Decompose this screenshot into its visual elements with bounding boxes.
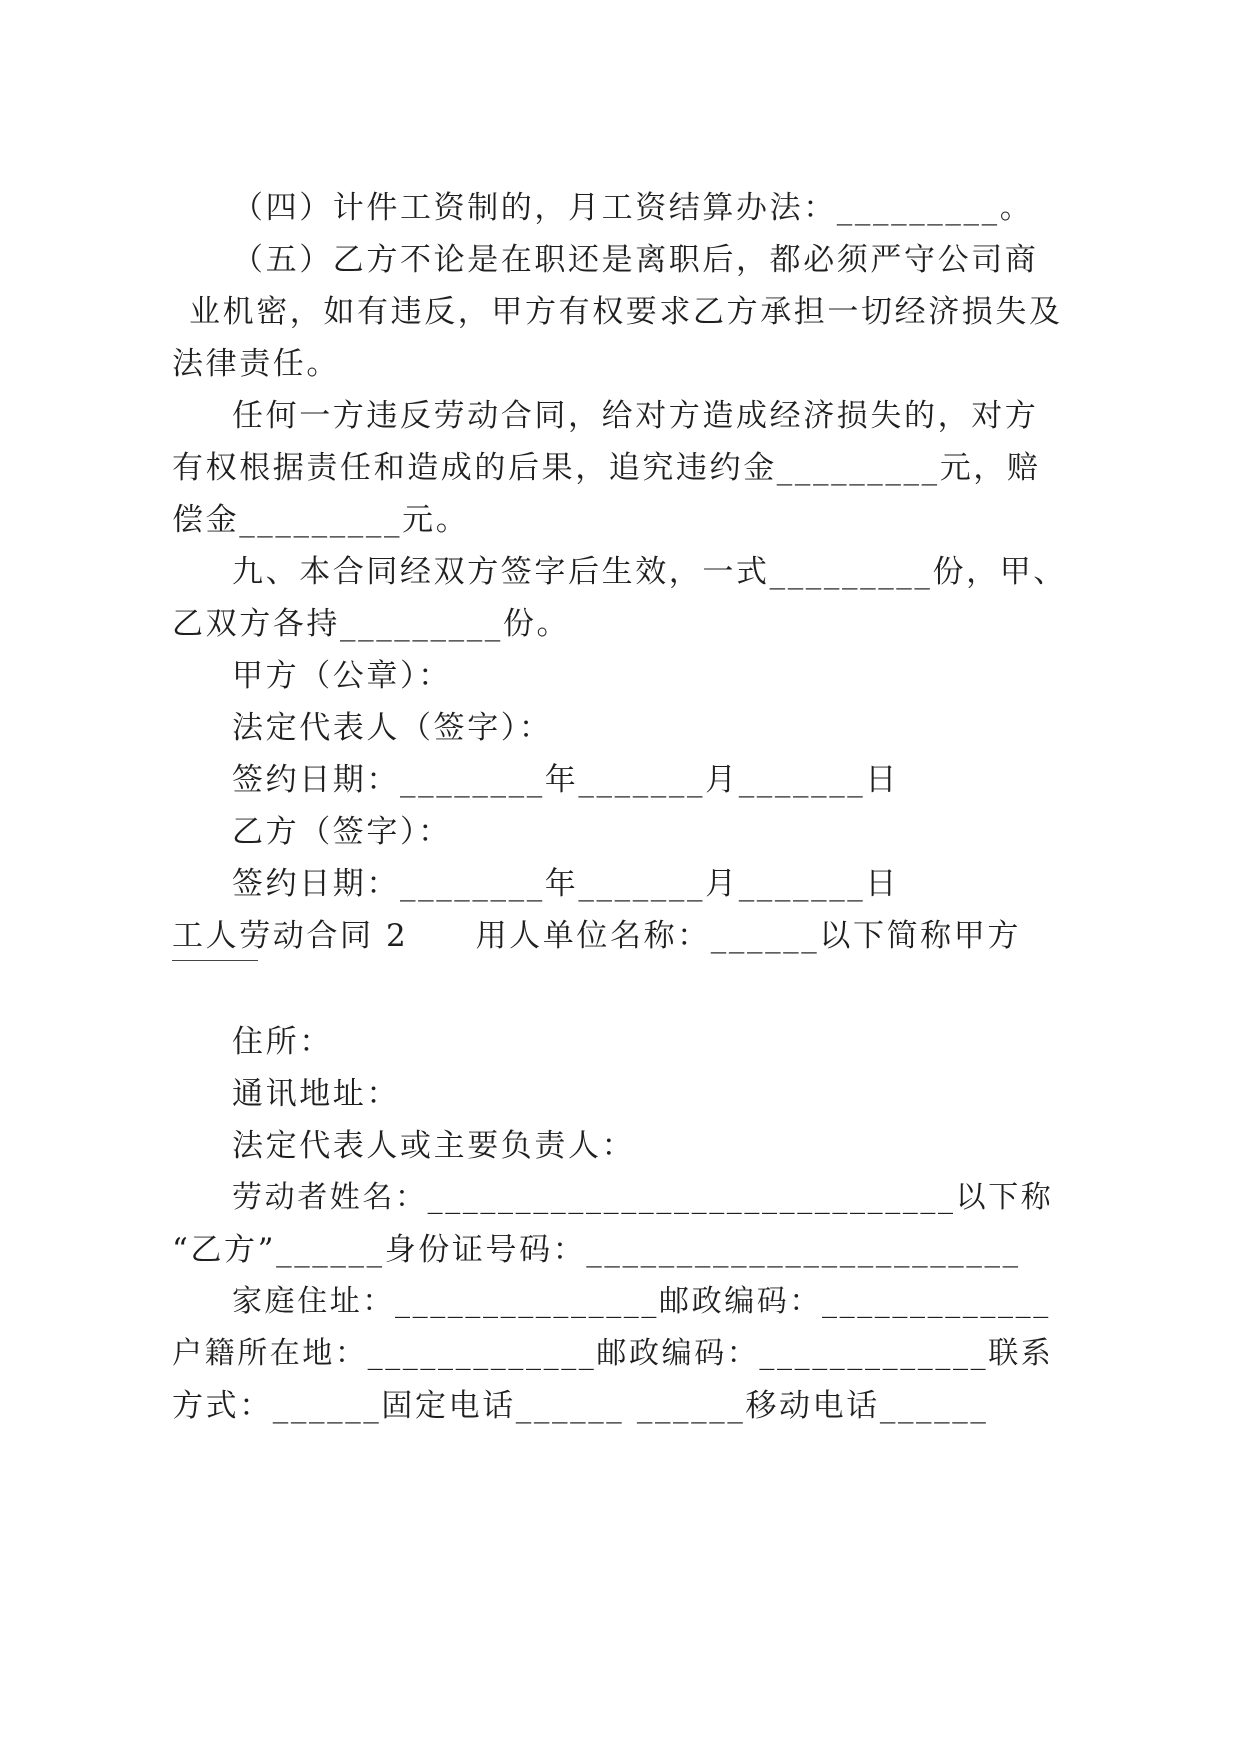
- text-line: 法律责任。: [172, 346, 340, 382]
- text-line: 乙方（签字）：: [232, 814, 452, 850]
- legal-rep-sign-line: [0, 668, 1241, 746]
- party-b-sign-line: [0, 772, 1241, 850]
- text-line: 工人劳动合同 2 用人单位名称：______以下简称甲方: [172, 918, 1021, 954]
- text-line: 方式：______固定电话______ ______移动电话______: [172, 1388, 989, 1424]
- clause-confidentiality-line-3: [0, 304, 1241, 382]
- breach-line-2: [0, 408, 1241, 486]
- text-line: 户籍所在地：_____________邮政编码：_____________联系: [172, 1336, 1054, 1371]
- address-line: [0, 982, 1241, 1060]
- text-line: 乙双方各持_________份。: [172, 606, 571, 642]
- text-line: 九、本合同经双方签字后生效，一式_________份，甲、: [232, 554, 1067, 590]
- text-line: 法定代表人或主要负责人：: [232, 1128, 636, 1164]
- text-line: （五）乙方不论是在职还是离职后，都必须严守公司商: [232, 242, 1039, 278]
- household-register-line: [0, 1294, 1241, 1371]
- text-line: 签约日期：________年_______月_______日: [232, 866, 899, 902]
- text-line: 任何一方违反劳动合同，给对方造成经济损失的，对方: [232, 398, 1039, 434]
- clause-confidentiality-line-2: [0, 252, 1241, 330]
- home-address-line: [0, 1242, 1241, 1319]
- sign-date-line-b: [0, 824, 1241, 902]
- text-line: 签约日期：________年_______月_______日: [232, 762, 899, 798]
- party-a-seal-line: [0, 616, 1241, 694]
- text-line: 业机密，如有违反，甲方有权要求乙方承担一切经济损失及: [189, 294, 1063, 330]
- text-line: 偿金_________元。: [172, 502, 470, 538]
- text-line: 甲方（公章）：: [232, 658, 452, 694]
- breach-line-3: [0, 460, 1241, 538]
- text-line: （四）计件工资制的，月工资结算办法：_________。: [232, 190, 1034, 226]
- effect-line-1: [0, 512, 1241, 590]
- text-line: 有权根据责任和造成的后果，追究违约金_________元，赔: [172, 450, 1041, 486]
- id-number-line: [0, 1190, 1241, 1268]
- mailing-address-line: [0, 1034, 1241, 1112]
- text-line: 住所：: [232, 1024, 333, 1060]
- legal-rep-line: [0, 1086, 1241, 1164]
- contact-line: [0, 1346, 1241, 1424]
- clause-piecework-line: [0, 148, 1241, 226]
- breach-line-1: [0, 356, 1241, 434]
- text-line: 家庭住址：_______________邮政编码：_____________: [232, 1284, 1051, 1319]
- contract-2-heading-line: [0, 876, 1241, 954]
- text-line: 劳动者姓名：______________________________以下称: [232, 1180, 1054, 1215]
- text-line: “乙方”______身份证号码：________________________: [172, 1232, 1021, 1268]
- text-line: 通讯地址：: [232, 1076, 400, 1112]
- effect-line-2: [0, 564, 1241, 642]
- sign-date-line-a: [0, 720, 1241, 798]
- text-line: 法定代表人（签字）：: [232, 710, 553, 746]
- blank-underline: [172, 960, 258, 961]
- clause-confidentiality-line-1: [0, 200, 1241, 278]
- worker-name-line: [0, 1138, 1241, 1215]
